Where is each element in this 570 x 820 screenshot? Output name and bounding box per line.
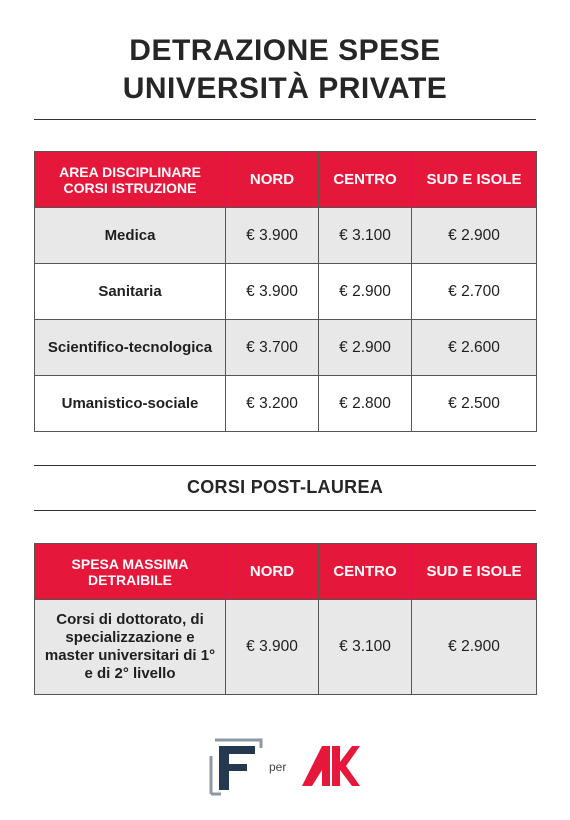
table-header-row — [35, 544, 537, 600]
header-nord: NORD — [226, 152, 319, 208]
cell-nord: € 3.900 — [226, 600, 319, 695]
page-title — [0, 32, 570, 108]
table-header-row — [35, 152, 537, 208]
connector-text: per — [269, 760, 287, 774]
row-label: Corsi di dottorato, di specializzazione e master universitari di 1° e di 2° livello — [35, 600, 226, 695]
table-post-graduate — [34, 543, 537, 695]
table-disciplinary-areas — [34, 151, 537, 432]
header-sud-isole: SUD E ISOLE — [412, 152, 537, 208]
cell-centro: € 2.900 — [319, 264, 412, 320]
cell-centro: € 2.800 — [319, 376, 412, 432]
header-max-expense: SPESA MASSIMA DETRAIBILE — [35, 544, 226, 600]
divider-top — [34, 119, 536, 120]
table-row — [35, 208, 537, 264]
cell-nord: € 3.900 — [226, 208, 319, 264]
row-label: Scientifico-tecnologica — [35, 320, 226, 376]
cell-nord: € 3.900 — [226, 264, 319, 320]
header-sud-isole: SUD E ISOLE — [412, 544, 537, 600]
f-logo-icon — [209, 734, 265, 796]
ak-logo-icon — [302, 746, 360, 786]
cell-nord: € 3.200 — [226, 376, 319, 432]
divider-section-top — [34, 465, 536, 466]
table-row — [35, 320, 537, 376]
header-centro: CENTRO — [319, 152, 412, 208]
row-label: Umanistico-sociale — [35, 376, 226, 432]
table-row — [35, 376, 537, 432]
cell-sud-isole: € 2.900 — [412, 208, 537, 264]
table-row — [35, 600, 537, 695]
cell-sud-isole: € 2.900 — [412, 600, 537, 695]
header-nord: NORD — [226, 544, 319, 600]
header-area: AREA DISCIPLINARE CORSI ISTRUZIONE — [35, 152, 226, 208]
cell-nord: € 3.700 — [226, 320, 319, 376]
cell-centro: € 2.900 — [319, 320, 412, 376]
cell-sud-isole: € 2.600 — [412, 320, 537, 376]
row-label: Medica — [35, 208, 226, 264]
title-line-1: DETRAZIONE SPESE — [129, 34, 441, 67]
table-row — [35, 264, 537, 320]
section-heading: CORSI POST-LAUREA — [186, 477, 384, 497]
cell-sud-isole: € 2.500 — [412, 376, 537, 432]
cell-centro: € 3.100 — [319, 208, 412, 264]
header-centro: CENTRO — [319, 544, 412, 600]
cell-sud-isole: € 2.700 — [412, 264, 537, 320]
footer-logos — [0, 734, 570, 796]
cell-centro: € 3.100 — [319, 600, 412, 695]
divider-section-bottom — [34, 510, 536, 511]
row-label: Sanitaria — [35, 264, 226, 320]
title-line-2: UNIVERSITÀ PRIVATE — [122, 72, 448, 105]
